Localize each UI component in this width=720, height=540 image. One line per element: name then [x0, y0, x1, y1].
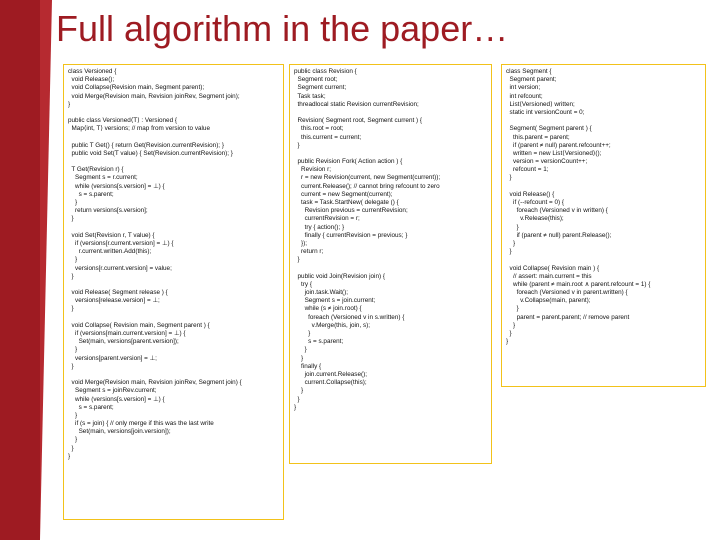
code-line: }	[68, 444, 74, 452]
code-line: }	[68, 305, 74, 313]
code-line: while (versions[s.version] = ⊥) {	[68, 182, 165, 190]
code-line: void Release() {	[506, 190, 555, 198]
code-line: foreach (Versioned v in parent.written) {	[506, 289, 628, 297]
code-line: }	[506, 338, 509, 346]
code-line: threadlocal static Revision currentRevision;	[294, 100, 419, 108]
code-line: }	[506, 248, 512, 256]
code-line: void Release( Segment release ) {	[68, 289, 168, 297]
code-line: v.Release(this);	[506, 215, 564, 223]
code-line: }	[294, 330, 311, 337]
code-line: while (s ≠ join.root) {	[294, 305, 362, 313]
code-line: public void Set(T value) { Set(Revision.currentRevision); }	[68, 149, 233, 157]
code-line: Segment root;	[294, 76, 338, 84]
code-line: }	[294, 141, 300, 149]
code-line: }	[294, 403, 297, 411]
code-line: }	[294, 395, 300, 403]
code-line: if (--refcount = 0) {	[506, 199, 564, 206]
code-line: Segment s = joinRev.current;	[68, 387, 157, 395]
code-line	[294, 265, 487, 273]
code-line: current.Collapse(this);	[294, 379, 367, 387]
code-line: void Collapse( Revision main, Segment parent ) {	[68, 321, 210, 329]
code-line: s = s.parent;	[294, 338, 344, 346]
code-line: int refcount;	[506, 92, 543, 100]
code-line: refcount = 1;	[506, 166, 549, 174]
code-line: Task task;	[294, 92, 326, 100]
code-line: written = new List⟨Versioned⟩();	[506, 149, 602, 157]
code-line: Segment s = join.current;	[294, 297, 376, 305]
code-line: }	[506, 305, 519, 313]
code-line	[294, 109, 487, 117]
code-line: Revision previous = currentRevision;	[294, 207, 408, 215]
code-line: while (versions[s.version] = ⊥) {	[68, 395, 165, 403]
code-line: static int versionCount = 0;	[506, 108, 585, 116]
code-line: }	[294, 256, 300, 264]
code-line: }	[506, 239, 516, 247]
code-box-segment	[501, 64, 706, 387]
code-line: // assert: main.current = this	[506, 272, 592, 280]
code-line: finally { currentRevision = previous; }	[294, 231, 408, 239]
code-line: public class Versioned⟨T⟩ : Versioned {	[68, 117, 177, 125]
code-line: Segment( Segment parent ) {	[506, 125, 592, 133]
code-box-versioned	[63, 64, 284, 520]
code-line: finally {	[294, 362, 322, 370]
code-line: while (parent ≠ main.root ∧ parent.refcount = 1) {	[506, 280, 651, 288]
code-line: if (s = join) { // only merge if this was the last write	[68, 420, 214, 428]
code-line: r = new Revision(current, new Segment(current));	[294, 174, 441, 182]
code-line: }	[68, 256, 78, 264]
code-line	[506, 117, 701, 125]
code-line: void Set(Revision r, T value) {	[68, 231, 155, 239]
code-line: versions[release.version] = ⊥;	[68, 297, 160, 305]
code-line: return r;	[294, 248, 324, 256]
code-line: if (versions[main.current.version] = ⊥) {	[68, 330, 186, 337]
code-line: }	[294, 346, 307, 354]
code-line: Revision r;	[294, 166, 332, 174]
code-line: task = Task.StartNew( delegate () {	[294, 199, 399, 206]
code-line: List⟨Versioned⟩ written;	[506, 100, 575, 108]
code-line: }	[506, 321, 516, 329]
code-listing	[68, 68, 279, 461]
code-line: class Segment {	[506, 68, 552, 75]
code-line: s = s.parent;	[68, 403, 114, 411]
code-line: parent = parent.parent; // remove parent	[506, 313, 630, 321]
code-line: Set(main, versions[join.version]);	[68, 428, 171, 436]
code-line: }	[506, 330, 512, 337]
code-line: versions[parent.version] = ⊥;	[68, 354, 157, 362]
code-line: }	[68, 362, 74, 370]
code-line: Set(main, versions[parent.version]);	[68, 338, 179, 346]
code-line: Segment parent;	[506, 76, 557, 84]
code-line: current.Release(); // cannot bring refcount to zero	[294, 182, 440, 190]
code-line: join.task.Wait();	[294, 289, 349, 297]
code-line: }	[506, 223, 519, 231]
code-line: foreach (Versioned v in written) {	[506, 207, 608, 215]
code-line: r.current.written.Add(this);	[68, 248, 152, 256]
code-line: version = versionCount++;	[506, 158, 588, 166]
code-line: this.root = root;	[294, 125, 344, 133]
code-line	[68, 109, 279, 117]
code-line: void Merge(Revision main, Revision joinRev, Segment join) {	[68, 379, 242, 387]
code-box-revision	[289, 64, 492, 464]
code-line: try {	[294, 280, 312, 288]
code-line: void Merge(Revision main, Revision joinRev, Segment join);	[68, 92, 240, 100]
code-line: void Collapse(Revision main, Segment parent);	[68, 84, 205, 92]
code-line	[506, 256, 701, 264]
code-line	[68, 281, 279, 289]
code-line	[68, 134, 279, 142]
code-line: Segment current;	[294, 84, 347, 92]
code-line: if (versions[r.current.version] = ⊥) {	[68, 239, 174, 247]
code-line	[68, 314, 279, 322]
code-line: }	[506, 174, 512, 182]
code-line: }	[68, 215, 74, 223]
code-line: public Revision Fork( Action action ) {	[294, 158, 403, 166]
code-line: }	[68, 452, 71, 460]
code-line: }	[294, 387, 304, 395]
code-line: currentRevision = r;	[294, 215, 360, 223]
code-line: int version;	[506, 84, 541, 92]
code-line: join.current.Release();	[294, 370, 367, 378]
code-line: }	[68, 272, 74, 280]
code-line: }	[68, 436, 78, 444]
slide-title: Full algorithm in the paper…	[56, 8, 509, 49]
code-line: Segment s = r.current;	[68, 174, 138, 182]
code-line: s = s.parent;	[68, 190, 114, 198]
code-line	[68, 371, 279, 379]
code-line: current = new Segment(current);	[294, 190, 393, 198]
code-line: void Collapse( Revision main ) {	[506, 264, 600, 272]
code-line: try { action(); }	[294, 223, 345, 231]
code-line	[68, 224, 279, 232]
code-line: }	[294, 354, 304, 362]
code-line: Map⟨int, T⟩ versions; // map from version to value	[68, 125, 210, 133]
code-line	[294, 150, 487, 158]
code-line: T Get(Revision r) {	[68, 166, 124, 174]
code-line: return versions[s.version];	[68, 207, 148, 215]
code-line	[68, 158, 279, 166]
code-line: versions[r.current.version] = value;	[68, 264, 172, 272]
code-line: }	[68, 199, 78, 206]
code-line: v.Merge(this, join, s);	[294, 321, 371, 329]
code-line: public T Get() { return Get(Revision.currentRevision); }	[68, 141, 224, 149]
code-line: }	[68, 100, 71, 108]
code-line: void Release();	[68, 76, 115, 84]
code-line: class Versioned {	[68, 68, 117, 75]
code-listing	[294, 68, 487, 412]
code-line: foreach (Versioned v in s.written) {	[294, 313, 405, 321]
code-line: if (parent ≠ null) parent.Release();	[506, 231, 612, 239]
code-line	[506, 183, 701, 191]
code-line: }	[68, 411, 78, 419]
code-line: this.current = current;	[294, 133, 362, 141]
code-listing	[506, 68, 701, 346]
code-line: this.parent = parent;	[506, 133, 570, 141]
code-line: });	[294, 239, 308, 247]
code-line: }	[68, 346, 78, 354]
code-line: v.Collapse(main, parent);	[506, 297, 591, 305]
code-line: Revision( Segment root, Segment current ) {	[294, 117, 422, 125]
code-line: public void Join(Revision join) {	[294, 272, 385, 280]
left-accent-band	[0, 0, 40, 540]
code-line: public class Revision {	[294, 68, 357, 75]
code-line: if (parent ≠ null) parent.refcount++;	[506, 141, 611, 149]
